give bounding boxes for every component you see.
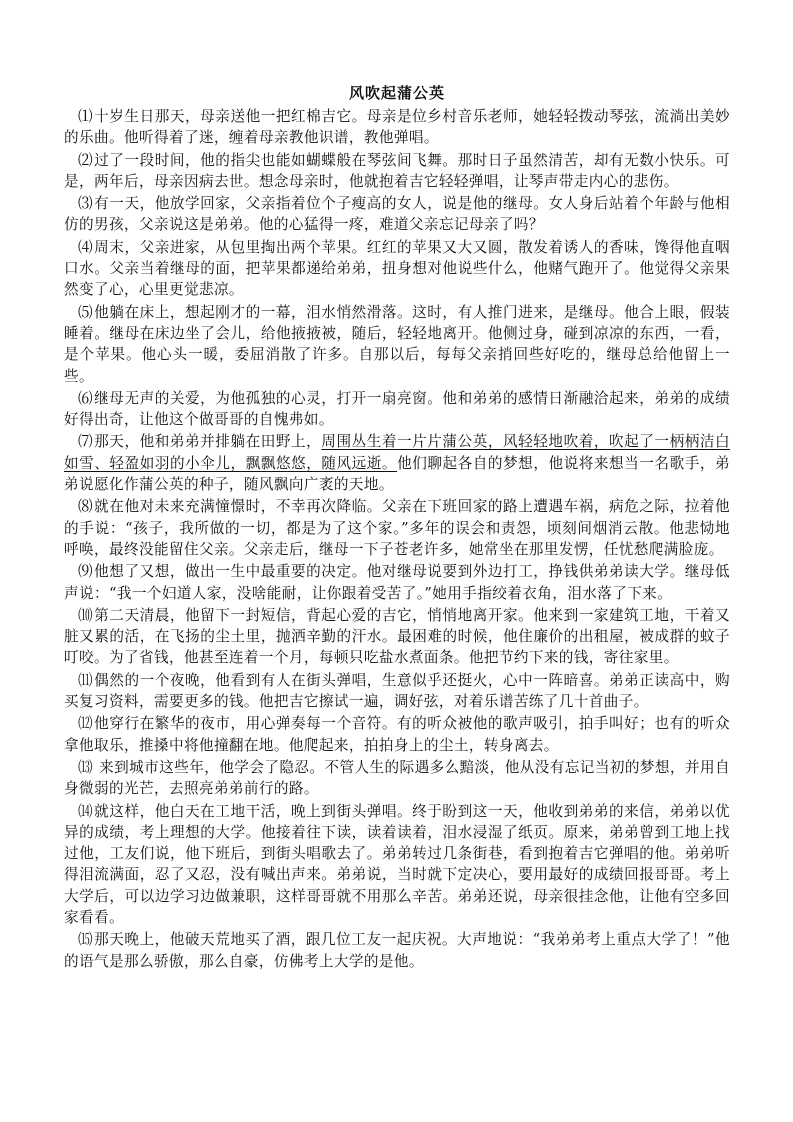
paragraph-3 <box>64 193 730 236</box>
paragraph-5 <box>64 302 730 387</box>
paragraph-number: ⑷ <box>78 238 94 256</box>
paragraph-number: ⑹ <box>78 389 94 407</box>
paragraph-6 <box>64 388 730 431</box>
paragraph-number: ⑸ <box>78 303 94 321</box>
underlined-sentence: 周围丛生着一片片蒲公英，风轻轻地吹着，吹起了一柄柄洁白如雪、轻盈如羽的小伞儿，飘飘悠悠，随风远逝。 <box>64 433 730 472</box>
paragraph-number: ⑻ <box>78 498 94 516</box>
paragraph-text: 他想了又想，做出一生中最重要的决定。他对继母说要到外边打工，挣钱供弟弟读大学。继母低声说：“我一个妇道人家，没啥能耐，让你跟着受苦了。”她用手指绞着衣角，泪水落了下来。 <box>64 563 730 602</box>
paragraph-4 <box>64 237 730 301</box>
paragraph-text: 他们聊起各自的梦想，他说将来想当一名歌手，弟弟说愿化作蒲公英的种子，随风飘向广袤的天地。 <box>64 454 730 494</box>
paragraph-9 <box>64 561 730 604</box>
paragraph-14 <box>64 801 730 929</box>
paragraph-number: ⑽ <box>78 606 94 624</box>
paragraph-15 <box>64 929 730 972</box>
paragraph-number: ⒁ <box>78 802 94 820</box>
paragraph-text: 就在他对未来充满憧憬时，不幸再次降临。父亲在下班回家的路上遭遇车祸，病危之际，拉着他的手说：“孩子，我所做的一切，都是为了这个家。”多年的误会和责怨，顷刻间烟消云散。他悲恸地呼唤，最终没能留住父亲。父亲走后，继母一下子苍老许多，她常坐在那里发愣，任忧愁爬满脸庞。 <box>64 498 730 558</box>
paragraph-number: ⑴ <box>78 108 94 125</box>
paragraph-number: ⑺ <box>78 433 94 451</box>
paragraph-text: 继母无声的关爱，为他孤独的心灵，打开一扇亮窗。他和弟弟的感情日渐融洽起来，弟弟的成绩好得出奇，让他这个做哥哥的自愧弗如。 <box>64 389 730 429</box>
article-title: 风吹起蒲公英 <box>348 85 445 102</box>
paragraph-13 <box>64 757 730 800</box>
paragraph-number: ⒀ <box>78 758 94 776</box>
paragraph-text: 有一天，他放学回家，父亲指着位个子瘦高的女人，说是他的继母。女人身后站着个年龄与他相仿的男孩，父亲说这是弟弟。他的心猛得一疼，难道父亲忘记母亲了吗？ <box>64 195 730 234</box>
paragraph-text: 就这样，他白天在工地干活，晚上到街头弹唱。终于盼到这一天，他收到弟弟的来信，弟弟以优异的成绩，考上理想的大学。他接着往下读，读着读着，泪水浸湿了纸页。原来，弟弟曾到工地上找过他，工友们说，他下班后，到街头唱歌去了。弟弟转过几条街巷，看到抱着吉它弹唱的他。弟弟听得泪流满面，忍了又忍，没有喊出声来。弟弟说，当时就下定决心，要用最好的成绩回报哥哥。考上大学后，可以边学习边做兼职，这样哥哥就不用那么辛苦。弟弟还说，母亲很挂念他，让他有空多回家看看。 <box>64 802 730 926</box>
paragraph-10 <box>64 605 730 669</box>
paragraph-text: 他穿行在繁华的夜市，用心弹奏每一个音符。有的听众被他的歌声吸引，拍手叫好；也有的听众拿他取乐，推搡中将他撞翻在地。他爬起来，拍拍身上的尘土，转身离去。 <box>64 715 730 754</box>
paragraph-text: 第二天清晨，他留下一封短信，背起心爱的吉它，悄悄地离开家。他来到一家建筑工地，干着又脏又累的活，在飞扬的尘土里，抛洒辛勤的汗水。最困难的时候，他住廉价的出租屋，被成群的蚊子叮咬。为了省钱，他甚至连着一个月，每顿只吃盐水煮面条。他把节约下来的钱，寄往家里。 <box>64 606 730 667</box>
paragraph-text: 那天，他和弟弟并排躺在田野上， <box>94 433 322 451</box>
paragraph-number: ⑵ <box>78 151 94 169</box>
paragraph-2 <box>64 150 730 193</box>
document-page <box>64 84 730 973</box>
paragraph-7 <box>64 431 730 495</box>
paragraph-8 <box>64 496 730 560</box>
paragraph-text: 偶然的一个夜晚，他看到有人在街头弹唱，生意似乎还挺火，心中一阵暗喜。弟弟正读高中，购买复习资料，需要更多的钱。他把吉它擦试一遍，调好弦，对着乐谱苦练了几十首曲子。 <box>64 671 730 711</box>
paragraph-text: 那天晚上，他破天荒地买了酒，跟几位工友一起庆祝。大声地说：“我弟弟考上重点大学了！”他的语气是那么骄傲，那么自豪，仿佛考上大学的是他。 <box>64 931 730 970</box>
paragraph-number: ⑶ <box>78 195 94 213</box>
paragraph-number: ⒂ <box>78 931 94 949</box>
paragraph-number: ⑼ <box>78 563 94 581</box>
paragraph-number: ⑾ <box>78 671 94 689</box>
paragraph-text: 来到城市这些年，他学会了隐忍。不管人生的际遇多么黯淡，他从没有忘记当初的梦想，并用自身微弱的光芒，去照亮弟弟前行的路。 <box>64 758 731 798</box>
paragraph-11 <box>64 670 730 713</box>
paragraph-text: 过了一段时间，他的指尖也能如蝴蝶般在琴弦间飞舞。那时日子虽然清苦，却有无数小快乐。可是，两年后，母亲因病去世。想念母亲时，他就抱着吉它轻轻弹唱，让琴声带走内心的悲伤。 <box>64 151 730 190</box>
paragraph-text: 他躺在床上，想起刚才的一幕，泪水悄然滑落。这时，有人推门进来，是继母。他合上眼，假装睡着。继母在床边坐了会儿，给他掖掖被，随后，轻轻地离开。他侧过身，碰到凉凉的东西，一看，是个苹果。他心头一暖，委屈消散了许多。自那以后，每每父亲捎回些好吃的，继母总给他留上一些。 <box>64 303 730 385</box>
paragraph-12 <box>64 713 730 756</box>
paragraph-number: ⑿ <box>78 715 94 733</box>
paragraph-text: 十岁生日那天，母亲送他一把红棉吉它。母亲是位乡村音乐老师，她轻轻拨动琴弦，流淌出美妙的乐曲。他听得着了迷，缠着母亲教他识谱，教他弹唱。 <box>64 108 730 147</box>
paragraph-1 <box>64 106 730 149</box>
paragraph-text: 周末，父亲进家，从包里掏出两个苹果。红红的苹果又大又圆，散发着诱人的香味，馋得他直咽口水。父亲当着继母的面，把苹果都递给弟弟，扭身想对他说些什么，他赌气跑开了。他觉得父亲果然变了心，心里更觉悲凉。 <box>64 238 730 299</box>
